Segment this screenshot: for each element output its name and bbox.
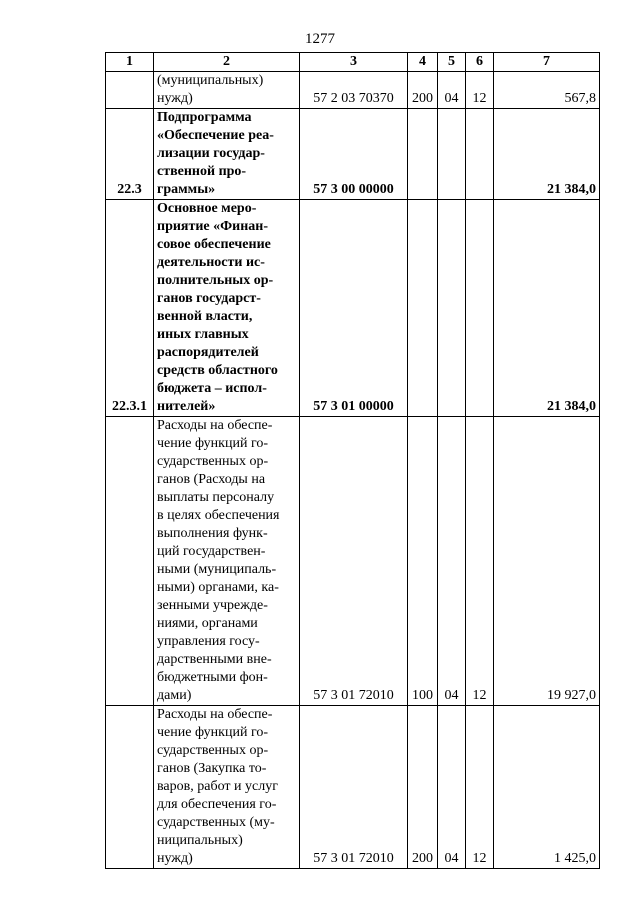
row-col6	[466, 200, 494, 417]
row-number	[106, 706, 154, 869]
row-code: 57 3 01 72010	[300, 417, 408, 706]
row-col5: 04	[438, 706, 466, 869]
row-amount: 1 425,0	[494, 706, 600, 869]
row-code: 57 3 01 72010	[300, 706, 408, 869]
row-name: Подпрограмма «Обеспечение реа- лизации государ- ственной про- граммы»	[154, 109, 300, 200]
row-name: Расходы на обеспе- чение функций го- сударственных ор- ганов (Расходы на выплаты персоналу в целях обеспечения выполнения функ- ций государствен- ными (муниципаль- ными) органами, ка- зенными учрежде- ниями, органами управления госу- дарственными вне- бюджетными фон- дами)	[154, 417, 300, 706]
row-col5	[438, 109, 466, 200]
table-row	[106, 200, 600, 417]
row-name: (муниципальных) нужд)	[154, 72, 300, 109]
budget-table	[105, 52, 600, 869]
table-row	[106, 72, 600, 109]
header-cell: 6	[466, 53, 494, 72]
row-name: Расходы на обеспе- чение функций го- сударственных ор- ганов (Закупка то- варов, работ и услуг для обеспечения го- сударственных (му- ниципальных) нужд)	[154, 706, 300, 869]
row-col4: 100	[408, 417, 438, 706]
row-number: 22.3	[106, 109, 154, 200]
table-row	[106, 706, 600, 869]
row-amount: 21 384,0	[494, 109, 600, 200]
header-cell: 3	[300, 53, 408, 72]
row-number	[106, 72, 154, 109]
row-col4	[408, 109, 438, 200]
row-code: 57 3 01 00000	[300, 200, 408, 417]
row-col5: 04	[438, 417, 466, 706]
row-col4: 200	[408, 72, 438, 109]
header-cell: 4	[408, 53, 438, 72]
row-col6: 12	[466, 72, 494, 109]
header-cell: 2	[154, 53, 300, 72]
header-cell: 5	[438, 53, 466, 72]
row-code: 57 2 03 70370	[300, 72, 408, 109]
row-number: 22.3.1	[106, 200, 154, 417]
row-col4: 200	[408, 706, 438, 869]
header-cell: 1	[106, 53, 154, 72]
row-amount: 567,8	[494, 72, 600, 109]
row-col6: 12	[466, 706, 494, 869]
row-amount: 21 384,0	[494, 200, 600, 417]
table-row	[106, 417, 600, 706]
row-code: 57 3 00 00000	[300, 109, 408, 200]
row-col5	[438, 200, 466, 417]
row-amount: 19 927,0	[494, 417, 600, 706]
row-col4	[408, 200, 438, 417]
row-name: Основное меро- приятие «Финан- совое обеспечение деятельности ис- полнительных ор- ганов государст- венной власти, иных главных распорядителей средств областного бюджета – испол- нителей»	[154, 200, 300, 417]
row-col6	[466, 109, 494, 200]
header-cell: 7	[494, 53, 600, 72]
row-number	[106, 417, 154, 706]
row-col6: 12	[466, 417, 494, 706]
table-header-row	[106, 53, 600, 72]
page-number: 1277	[305, 31, 335, 47]
table-row	[106, 109, 600, 200]
row-col5: 04	[438, 72, 466, 109]
